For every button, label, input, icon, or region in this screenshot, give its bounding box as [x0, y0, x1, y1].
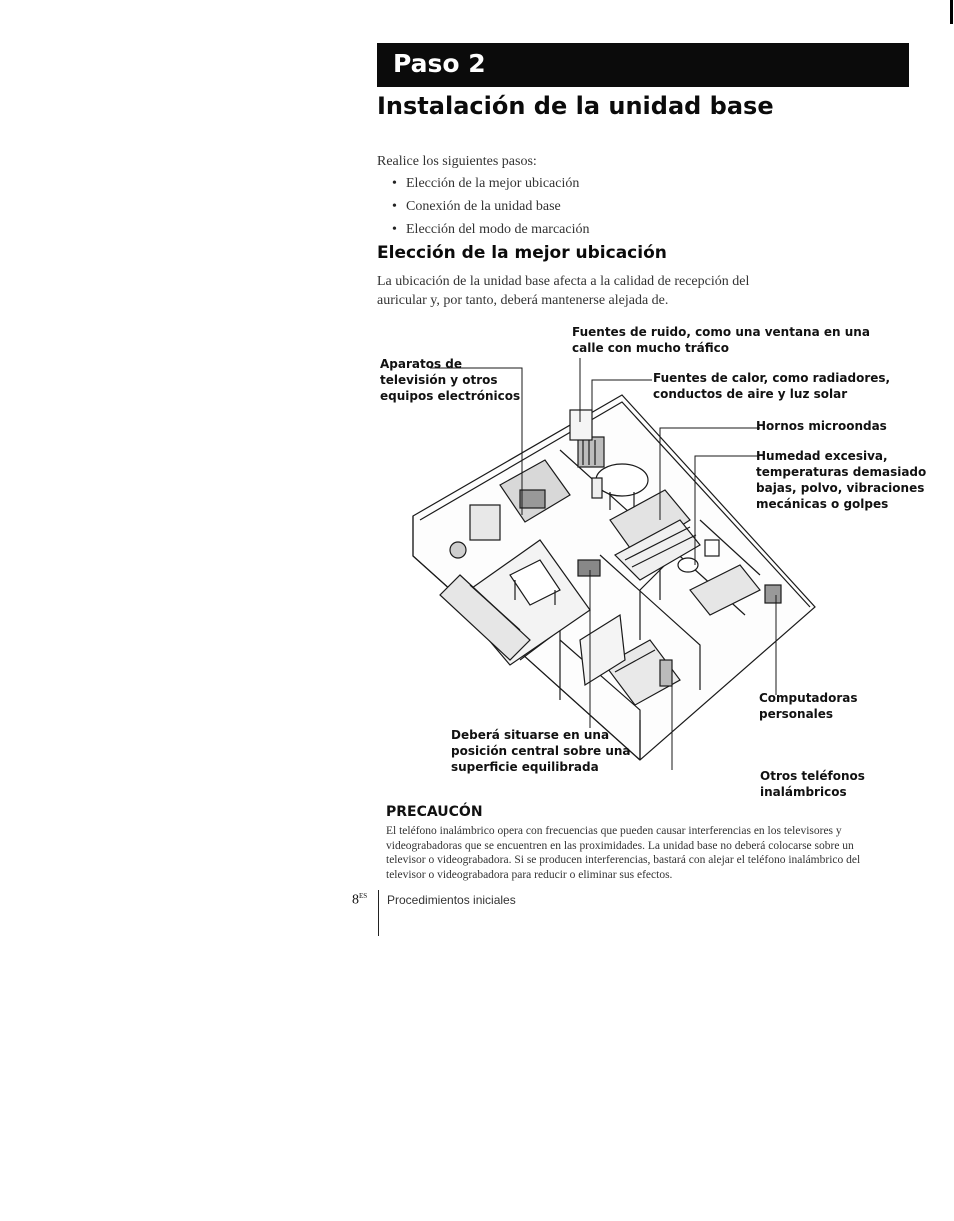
callout-line: Fuentes de ruido, como una ventana en una: [572, 325, 870, 339]
callout-line: temperaturas demasiado: [756, 465, 927, 479]
callout-line: calle con mucho tráfico: [572, 341, 729, 355]
steps-list: [377, 176, 589, 245]
precaution-line: videograbadoras que se encuentren en las proximidades. La unidad base no deberá colocarse sobre un: [386, 839, 854, 852]
callout-line: inalámbricos: [760, 785, 847, 799]
callout-noise: [572, 324, 870, 356]
paragraph-line: auricular y, por tanto, deberá mantenerse alejada de.: [377, 293, 669, 308]
precaution-text: [386, 824, 918, 882]
callout-line: bajas, polvo, vibraciones: [756, 481, 925, 495]
callout-line: Deberá situarse en una: [451, 728, 610, 742]
page-edge-mark: [950, 0, 953, 24]
callout-line: Aparatos de: [380, 357, 463, 371]
callout-microwave: [756, 418, 887, 434]
callout-tv: [380, 356, 520, 404]
intro-text: Realice los siguientes pasos:: [377, 154, 537, 169]
precaution-line: El teléfono inalámbrico opera con frecuencias que pueden causar interferencias en los televisores y: [386, 825, 842, 837]
callout-line: Computadoras: [759, 691, 858, 705]
callout-line: Otros teléfonos: [760, 769, 865, 783]
section-heading: Elección de la mejor ubicación: [377, 243, 667, 263]
footer-divider: [378, 890, 379, 936]
page-number: [352, 892, 367, 909]
callout-humidity: [756, 448, 926, 512]
callout-line: equipos electrónicos: [380, 389, 521, 403]
step-banner: [377, 43, 909, 87]
precaution-line: televisor o videograbadora para reducir o eliminar sus efectos.: [386, 868, 673, 881]
callout-line: superficie equilibrada: [451, 760, 599, 774]
callout-phones: [760, 768, 865, 800]
section-paragraph: [377, 272, 817, 310]
page-language-suffix: ES: [359, 892, 368, 900]
precaution-line: televisor o videograbadora. Si se producen interferencias, bastará con alejar el teléfono inalámbrico del: [386, 854, 861, 866]
callout-line: Hornos microondas: [756, 419, 887, 433]
callout-heat: [653, 370, 890, 402]
callout-line: mecánicas o golpes: [756, 497, 889, 511]
callout-computers: [759, 690, 858, 722]
page-number-value: 8: [352, 892, 359, 908]
footer-section-name: Procedimientos iniciales: [387, 893, 516, 907]
list-item: • Elección de la mejor ubicación: [377, 176, 589, 199]
callout-line: conductos de aire y luz solar: [653, 387, 848, 401]
paragraph-line: La ubicación de la unidad base afecta a la calidad de recepción del: [377, 274, 750, 289]
step-label: Paso 2: [393, 49, 486, 78]
page-title: Instalación de la unidad base: [377, 92, 774, 120]
list-item: • Conexión de la unidad base: [377, 199, 589, 222]
list-item: • Elección del modo de marcación: [377, 222, 589, 245]
callout-line: televisión y otros: [380, 373, 498, 387]
callout-line: Fuentes de calor, como radiadores,: [653, 371, 891, 385]
callout-line: posición central sobre una: [451, 744, 631, 758]
precaution-heading: PRECAUCÓN: [386, 804, 483, 820]
callout-central: [451, 727, 631, 775]
callout-line: personales: [759, 707, 834, 721]
callout-line: Humedad excesiva,: [756, 449, 888, 463]
